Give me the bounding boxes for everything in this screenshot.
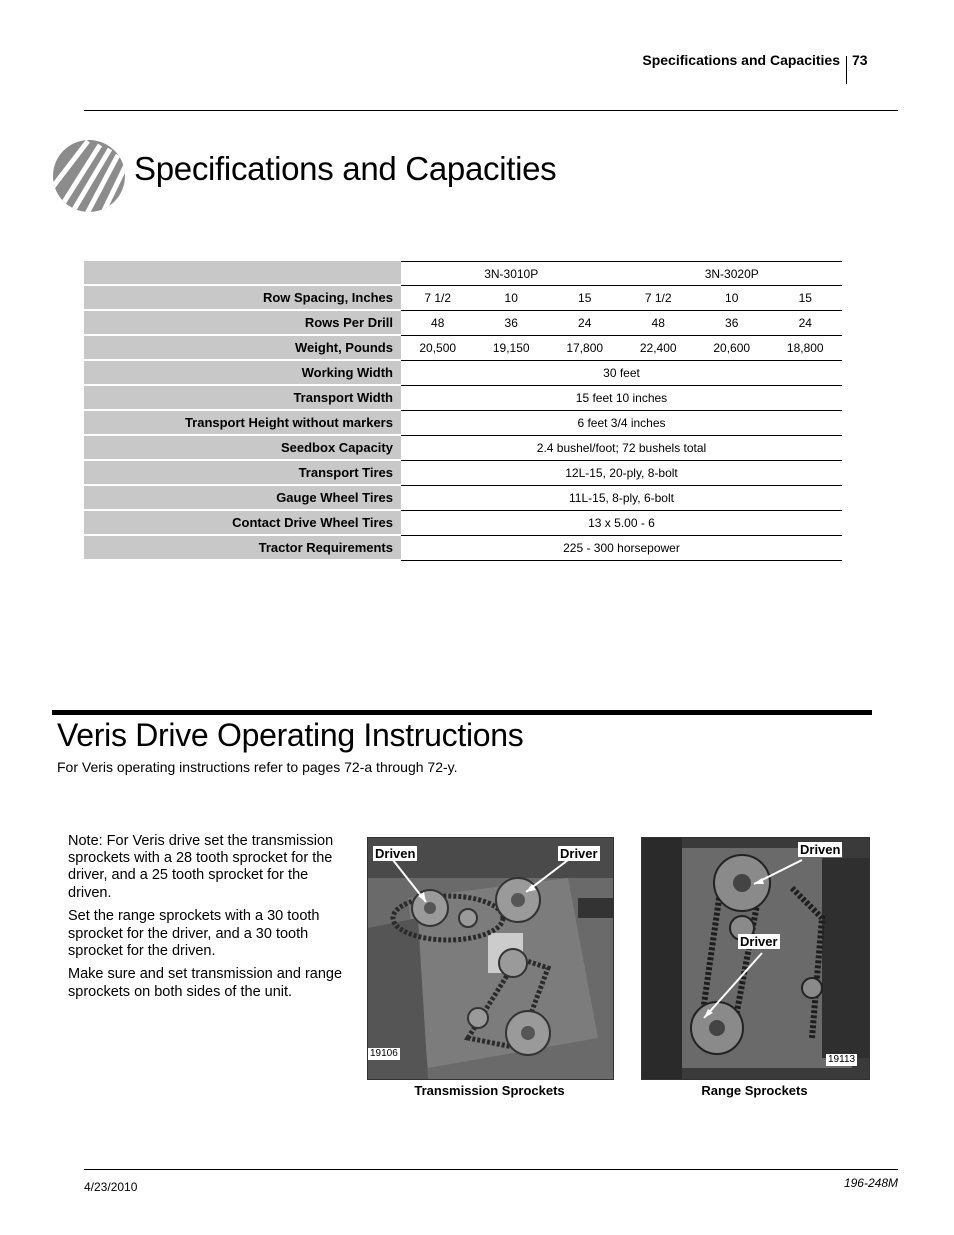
- figure-caption: Range Sprockets: [701, 1083, 808, 1098]
- table-cell: 36: [695, 311, 769, 336]
- row-label: Rows Per Drill: [84, 311, 401, 336]
- table-cell: 18,800: [768, 336, 842, 361]
- table-cell: 7 1/2: [621, 286, 695, 311]
- header-rule: [84, 110, 898, 111]
- table-row: [84, 436, 842, 461]
- page-number: 73: [852, 52, 868, 68]
- table-cell: 24: [768, 311, 842, 336]
- note-paragraph: Set the range sprockets with a 30 tooth sprocket for the driver, and a 30 tooth sprocket for the driven.: [68, 908, 320, 959]
- table-cell: 7 1/2: [401, 286, 475, 311]
- table-cell: 15: [548, 286, 622, 311]
- table-cell: 15: [768, 286, 842, 311]
- section-title: Specifications and Capacities: [134, 150, 557, 187]
- row-label: Tractor Requirements: [84, 536, 401, 561]
- transmission-sprockets-photo: [367, 837, 614, 1080]
- table-cell: 12L-15, 20-ply, 8-bolt: [401, 461, 842, 486]
- table-row: [84, 486, 842, 511]
- driver-label: Driver: [740, 934, 778, 949]
- table-cell: 10: [695, 286, 769, 311]
- table-cell: 19,150: [474, 336, 548, 361]
- stripe-logo-icon: [52, 139, 126, 213]
- model-header: 3N-3020P: [621, 261, 842, 286]
- model-header: 3N-3010P: [401, 261, 622, 286]
- table-cell: 20,500: [401, 336, 475, 361]
- table-cell: 17,800: [548, 336, 622, 361]
- footer-doc-number: 196-248M: [843, 1176, 898, 1190]
- note-paragraph: Make sure and set transmission and range sprockets on both sides of the unit.: [68, 966, 343, 1000]
- driven-label: Driven: [800, 842, 841, 857]
- table-row: [84, 286, 842, 311]
- driver-label: Driver: [560, 846, 598, 861]
- note-text: [68, 833, 350, 1007]
- table-cell: 22,400: [621, 336, 695, 361]
- row-label: Working Width: [84, 361, 401, 386]
- footer-rule: [84, 1169, 898, 1170]
- driven-label: Driven: [375, 846, 416, 861]
- table-cell: 13 x 5.00 - 6: [401, 511, 842, 536]
- table-cell: 30 feet: [401, 361, 842, 386]
- table-cell: 20,600: [695, 336, 769, 361]
- header-separator: [846, 56, 847, 84]
- table-header-row: [84, 261, 842, 286]
- table-row: [84, 336, 842, 361]
- row-label: Transport Width: [84, 386, 401, 411]
- row-label: Weight, Pounds: [84, 336, 401, 361]
- footer-date: 4/23/2010: [84, 1180, 138, 1194]
- row-label: Gauge Wheel Tires: [84, 486, 401, 511]
- figure-caption: Transmission Sprockets: [414, 1083, 565, 1098]
- section-rule: [52, 710, 872, 715]
- table-cell: 2.4 bushel/foot; 72 bushels total: [401, 436, 842, 461]
- figure-number: 19106: [370, 1048, 398, 1059]
- table-row: [84, 386, 842, 411]
- running-header-title: Specifications and Capacities: [642, 52, 840, 68]
- table-row: [84, 311, 842, 336]
- section-title: Veris Drive Operating Instructions: [57, 717, 524, 753]
- table-corner-cell: [84, 261, 401, 286]
- table-cell: 36: [474, 311, 548, 336]
- row-label: Contact Drive Wheel Tires: [84, 511, 401, 536]
- section-intro: For Veris operating instructions refer to pages 72-a through 72-y.: [57, 759, 458, 775]
- table-cell: 24: [548, 311, 622, 336]
- table-row: [84, 411, 842, 436]
- specifications-table: [84, 261, 842, 561]
- table-row: [84, 461, 842, 486]
- note-paragraph: Note: For Veris drive set the transmission sprockets with a 28 tooth sprocket for the driver, and a 25 tooth sprocket for the driven.: [68, 833, 334, 901]
- table-cell: 10: [474, 286, 548, 311]
- row-label: Transport Tires: [84, 461, 401, 486]
- table-cell: 48: [401, 311, 475, 336]
- table-row: [84, 361, 842, 386]
- row-label: Transport Height without markers: [84, 411, 401, 436]
- table-cell: 11L-15, 8-ply, 6-bolt: [401, 486, 842, 511]
- table-row: [84, 536, 842, 561]
- table-cell: 6 feet 3/4 inches: [401, 411, 842, 436]
- range-sprockets-photo: [641, 837, 870, 1080]
- row-label: Seedbox Capacity: [84, 436, 401, 461]
- table-cell: 225 - 300 horsepower: [401, 536, 842, 561]
- figure-number: 19113: [828, 1054, 856, 1065]
- table-cell: 15 feet 10 inches: [401, 386, 842, 411]
- table-row: [84, 511, 842, 536]
- table-cell: 48: [621, 311, 695, 336]
- row-label: Row Spacing, Inches: [84, 286, 401, 311]
